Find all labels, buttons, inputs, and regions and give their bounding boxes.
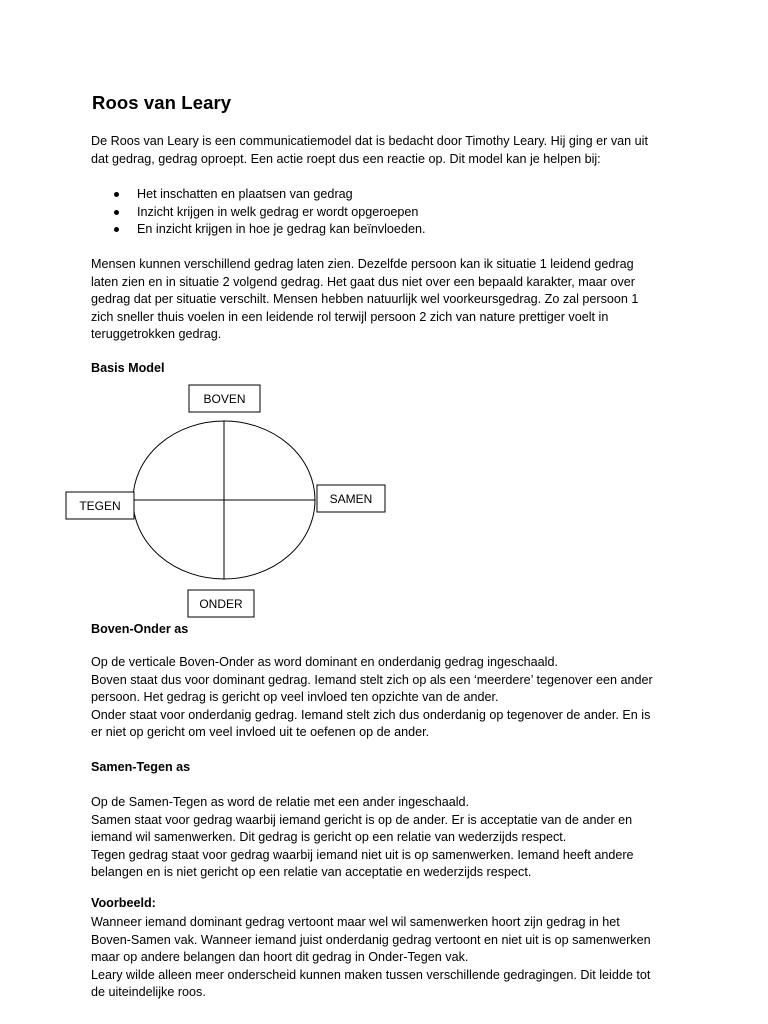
boven-onder-line: persoon. Het gedrag is gericht op veel invloed ten opzichte van de ander. bbox=[91, 690, 499, 705]
behavior-line: zich sneller thuis voelen in een leidende rol terwijl persoon 2 zich van nature prettiger voelt in bbox=[91, 309, 609, 324]
samen-tegen-line: iemand wil samenwerken. Dit gedrag is gericht op een relatie van wederzijds respect. bbox=[91, 830, 567, 845]
samen-tegen-line: Op de Samen-Tegen as word de relatie met een ander ingeschaald. bbox=[91, 795, 470, 809]
boven-onder-paragraph bbox=[91, 654, 691, 742]
samen-tegen-paragraph bbox=[91, 794, 691, 882]
boven-onder-line: Op de verticale Boven-Onder as word dominant en onderdanig gedrag ingeschaald. bbox=[91, 655, 558, 669]
samen-tegen-heading: Samen-Tegen as bbox=[91, 760, 191, 774]
bullet-text: En inzicht krijgen in hoe je gedrag kan beïnvloeden. bbox=[137, 222, 426, 237]
behavior-line: laten zien en in situatie 2 volgend gedrag. Het gaat dus niet over een bepaald karakter, maar over bbox=[91, 274, 635, 289]
samen-tegen-line: Tegen gedrag staat voor gedrag waarbij iemand niet uit is op samenwerken. Iemand heeft andere bbox=[91, 847, 634, 862]
voorbeeld-line: de uiteindelijke roos. bbox=[91, 985, 206, 1000]
intro-paragraph bbox=[91, 133, 691, 168]
leary-rose-diagram bbox=[60, 380, 400, 625]
behavior-line: teruggetrokken gedrag. bbox=[91, 327, 222, 342]
bullet-item bbox=[91, 221, 691, 239]
samen-tegen-line: belangen en is niet gericht op een relatie van acceptatie en wederzijds respect. bbox=[91, 865, 532, 880]
bullet-list bbox=[91, 186, 691, 239]
samen-label: SAMEN bbox=[329, 492, 373, 506]
voorbeeld-line: Boven-Samen vak. Wanneer iemand juist onderdanig gedrag vertoont en niet uit is op samenwerken bbox=[91, 932, 651, 947]
bullet-item bbox=[91, 204, 691, 222]
bullet-dot-icon bbox=[114, 210, 119, 215]
page-title: Roos van Leary bbox=[92, 92, 232, 113]
behavior-line: gedrag dat per situatie verschilt. Mensen hebben natuurlijk wel voorkeursgedrag. Zo zal persoon 1 bbox=[91, 292, 639, 307]
tegen-label: TEGEN bbox=[79, 499, 121, 513]
boven-onder-line: Boven staat dus voor dominant gedrag. Iemand stelt zich op als een ‘meerdere’ tegenover een ander bbox=[91, 672, 653, 687]
onder-label: ONDER bbox=[199, 597, 243, 611]
bullet-dot-icon bbox=[114, 227, 119, 232]
boven-onder-heading: Boven-Onder as bbox=[91, 622, 189, 636]
basis-model-heading: Basis Model bbox=[91, 361, 165, 375]
intro-line: dat gedrag, gedrag oproept. Een actie roept dus een reactie op. Dit model kan je helpen bij: bbox=[91, 151, 601, 166]
voorbeeld-heading: Voorbeeld: bbox=[91, 896, 156, 910]
bullet-item bbox=[91, 186, 691, 204]
behavior-line: Mensen kunnen verschillend gedrag laten zien. Dezelfde persoon kan ik situatie 1 leidend gedrag bbox=[91, 257, 634, 271]
boven-onder-line: Onder staat voor onderdanig gedrag. Iemand stelt zich dus onderdanig op tegenover de ander. En is bbox=[91, 707, 651, 722]
bullet-text: Inzicht krijgen in welk gedrag er wordt opgeroepen bbox=[137, 204, 419, 219]
boven-label: BOVEN bbox=[203, 392, 246, 406]
behavior-paragraph bbox=[91, 256, 691, 344]
bullet-text: Het inschatten en plaatsen van gedrag bbox=[137, 187, 353, 201]
samen-tegen-line: Samen staat voor gedrag waarbij iemand gericht is op de ander. Er is acceptatie van de ander en bbox=[91, 812, 633, 827]
voorbeeld-line: Wanneer iemand dominant gedrag vertoont maar wel wil samenwerken hoort zijn gedrag in het bbox=[91, 915, 620, 929]
voorbeeld-line: Leary wilde alleen meer onderscheid kunnen maken tussen verschillende gedragingen. Dit leidde tot bbox=[91, 967, 651, 982]
voorbeeld-line: maar op andere belangen dan hoort dit gedrag in Onder-Tegen vak. bbox=[91, 950, 469, 965]
bullet-dot-icon bbox=[114, 192, 119, 197]
boven-onder-line: er niet op gericht om veel invloed uit te oefenen op de ander. bbox=[91, 725, 430, 740]
voorbeeld-paragraph bbox=[91, 914, 691, 1002]
intro-line: De Roos van Leary is een communicatiemodel dat is bedacht door Timothy Leary. Hij ging er van uit bbox=[91, 134, 648, 148]
